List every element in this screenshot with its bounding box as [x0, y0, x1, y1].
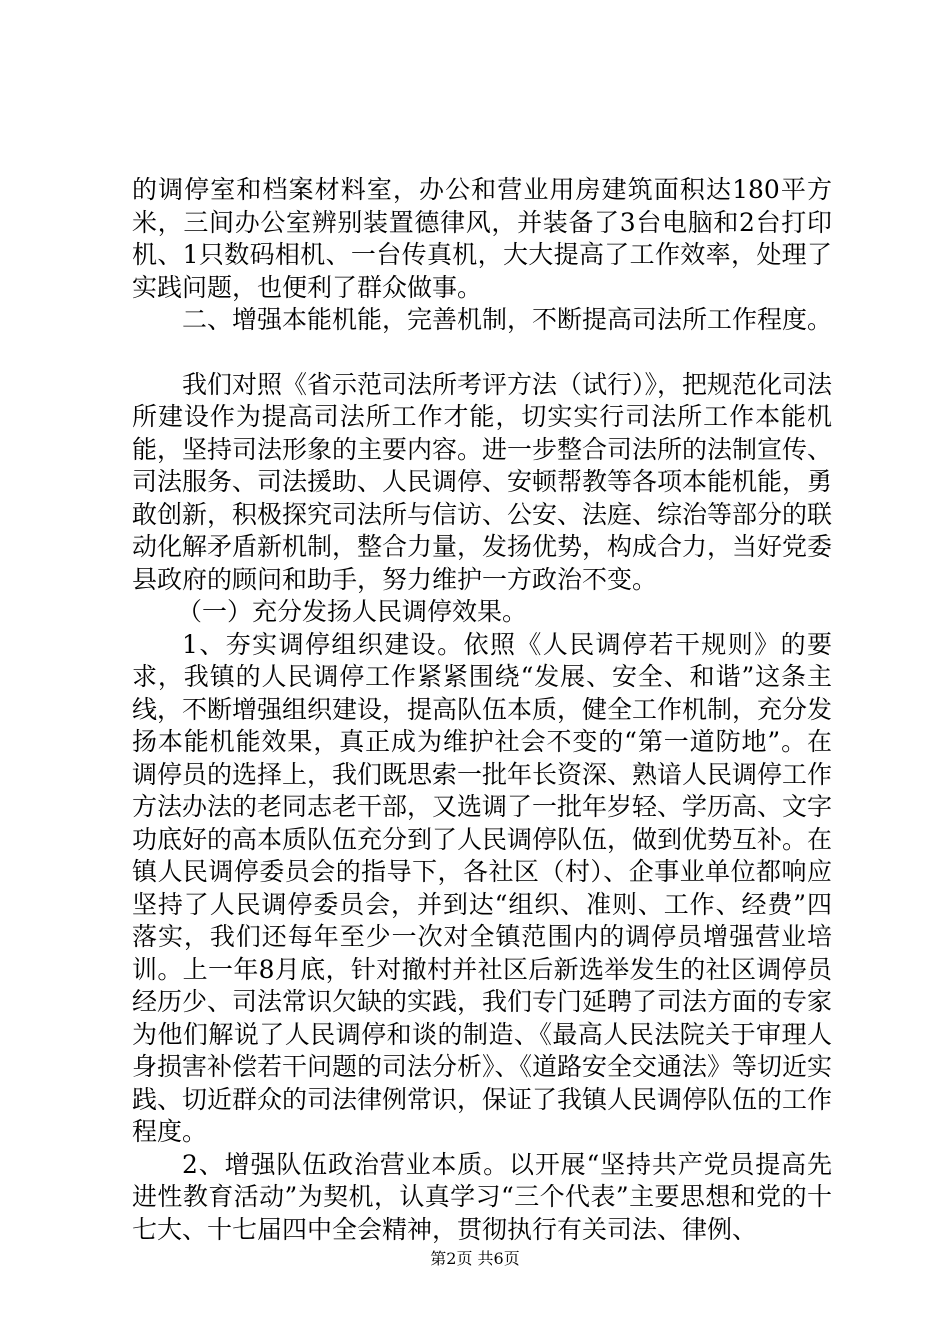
paragraph-item-1: 1、夯实调停组织建设。依照《人民调停若干规则》的要求，我镇的人民调停工作紧紧围绕“发展、安全、和谐”这条主线，不断增强组织建设，提高队伍本质，健全工作机制，充分发扬本能机能效果，真正成为维护社会不变的“第一道防地”。在调停员的选择上，我们既思索一批年长资深、熟谙人民调停工作方法办法的老同志老干部，又选调了一批年岁轻、学历高、文字功底好的高本质队伍充分到了人民调停队伍，做到优势互补。在镇人民调停委员会的指导下，各社区（村）、企事业单位都响应坚持了人民调停委员会，并到达“组织、准则、工作、经费”四落实，我们还每年至少一次对全镇范围内的调停员增强营业培训。上一年8月底，针对撤村并社区后新选举发生的社区调停员经历少、司法常识欠缺的实践，我们专门延聘了司法方面的专家为他们解说了人民调停和谈的制造、《最高人民法院关于审理人身损害补偿若干问题的司法分析》、《道路安全交通法》等切近实践、切近群众的司法律例常识，保证了我镇人民调停队伍的工作程度。	[132, 629, 833, 1146]
paragraph-item-2: 2、增强队伍政治营业本质。以开展“坚持共产党员提高先进性教育活动”为契机，认真学习“三个代表”主要思想和党的十七大、十七届四中全会精神，贯彻执行有关司法、律例、	[132, 1149, 832, 1244]
paragraph-continuation: 的调停室和档案材料室，办公和营业用房建筑面积达180平方米，三间办公室辨别装置德律风，并装备了3台电脑和2台打印机、1只数码相机、一台传真机，大大提高了工作效率，处理了实践问题，也便利了群众做事。	[132, 175, 832, 302]
paragraph-body: 我们对照《省示范司法所考评方法（试行）》，把规范化司法所建设作为提高司法所工作才能，切实实行司法所工作本能机能，坚持司法形象的主要内容。进一步整合司法所的法制宣传、司法服务、司法援助、人民调停、安顿帮教等各项本能机能，勇敢创新，积极探究司法所与信访、公安、法庭、综治等部分的联动化解矛盾新机制，整合力量，发扬优势，构成合力，当好党委县政府的顾问和助手，努力维护一方政治不变。	[132, 369, 833, 594]
section-heading-2: 二、增强本能机能，完善机制，不断提高司法所工作程度。	[182, 305, 833, 334]
document-body	[132, 174, 832, 1246]
page-number-footer: 第2页 共6页	[430, 1249, 520, 1268]
paragraph-gap	[132, 337, 832, 369]
subsection-heading-1: （一）充分发扬人民调停效果。	[177, 597, 528, 626]
